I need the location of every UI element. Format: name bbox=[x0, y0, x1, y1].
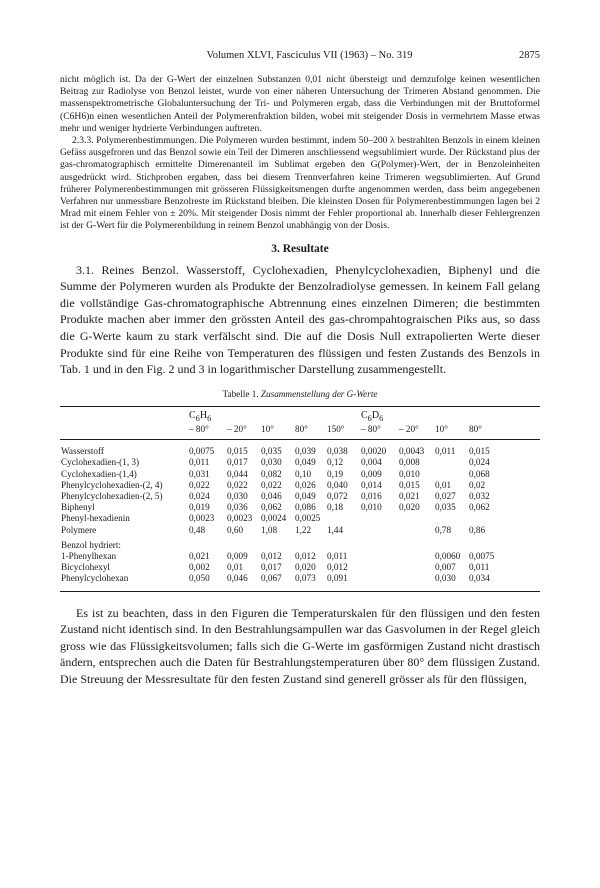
temperature-header: – 20° bbox=[398, 424, 434, 440]
row-label: Phenylcyclohexadien-(2, 5) bbox=[61, 491, 163, 502]
table-cell: 0,78 bbox=[435, 524, 452, 535]
table-cell: 0,0075 bbox=[189, 446, 215, 457]
table-cell: 0,030 bbox=[434, 573, 468, 591]
table-cell: 0,032 bbox=[469, 491, 490, 502]
table-cell: 0,073 bbox=[294, 573, 326, 591]
temperature-header: 80° bbox=[294, 424, 326, 440]
temperature-header: – 80° bbox=[360, 424, 398, 440]
table-row bbox=[60, 573, 540, 591]
table-cell: 1,44 bbox=[327, 524, 344, 535]
temperature-header: 150° bbox=[326, 424, 360, 440]
row-label: Polymere bbox=[61, 524, 97, 535]
table-cell: 1,08 bbox=[261, 524, 278, 535]
table-cell: 0,022 bbox=[189, 479, 210, 490]
section-title: 3. Resultate bbox=[271, 242, 329, 255]
table-row bbox=[60, 457, 540, 468]
row-label: Wasserstoff bbox=[61, 446, 104, 457]
table-temperature-header bbox=[60, 424, 540, 440]
table-cell bbox=[360, 513, 398, 524]
table-cell: 0,010 bbox=[399, 468, 420, 479]
table-cell bbox=[360, 562, 398, 573]
subgroup-label: Benzol hydriert: bbox=[61, 539, 121, 550]
table-cell: 0,0043 bbox=[399, 446, 425, 457]
table-cell: 0,011 bbox=[189, 457, 210, 468]
table-cell: 0,012 bbox=[327, 562, 348, 573]
table-cell: 0,036 bbox=[227, 502, 248, 513]
table-cell: 0,016 bbox=[361, 491, 382, 502]
table-cell: 0,01 bbox=[435, 479, 452, 490]
table-cell: 0,024 bbox=[469, 457, 490, 468]
table-row bbox=[60, 551, 540, 562]
paragraph-trimer: nicht möglich ist. Da der G-Wert der einzelnen Substanzen 0,01 nicht übersteigt und demzufolge keinen wesentlichen Beitrag zur Radiolyse von Benzol leistet, wurde von einer näheren Untersuchung der Trimeren Abstand genommen. Die massenspektrometrische Globaluntersuchung der Tri- und Polymeren ergab, dass die Verbindungen mit der Bruttoformel (C6H6)n einen wesentlichen Anteil der Polymerenfraktion bilden, wobei mit steigender Dosis in vermehrtem Masse etwas mehr und weniger hydrierte Verbindungen auftreten. bbox=[60, 74, 540, 134]
temperature-header: 10° bbox=[434, 424, 468, 440]
journal-page bbox=[60, 50, 540, 688]
table-cell: 1,22 bbox=[295, 524, 312, 535]
table-cell bbox=[468, 513, 540, 524]
table-cell: 0,021 bbox=[189, 551, 210, 562]
table-cell: 0,046 bbox=[226, 573, 260, 591]
table-cell: 0,072 bbox=[327, 491, 348, 502]
table-cell: 0,011 bbox=[435, 446, 456, 457]
table-cell: 0,01 bbox=[227, 562, 244, 573]
table-corner bbox=[60, 406, 188, 424]
table-cell: 0,019 bbox=[189, 502, 210, 513]
row-label: Phenylcyclohexadien-(2, 4) bbox=[61, 479, 163, 490]
table-cell: 0,022 bbox=[227, 479, 248, 490]
table-cell: 0,015 bbox=[227, 446, 248, 457]
table-cell: 0,0025 bbox=[295, 513, 321, 524]
table-cell: 0,086 bbox=[295, 502, 316, 513]
table-cell: 0,18 bbox=[327, 502, 344, 513]
table-cell bbox=[434, 457, 468, 468]
table-row bbox=[60, 480, 540, 491]
table-cell bbox=[360, 525, 398, 536]
table-cell bbox=[434, 513, 468, 524]
table-cell: 0,022 bbox=[261, 479, 282, 490]
table-cell: 0,014 bbox=[361, 479, 382, 490]
page-number: 2875 bbox=[519, 50, 540, 61]
table-cell: 0,19 bbox=[327, 468, 344, 479]
table-cell bbox=[398, 525, 434, 536]
running-head: Volumen XLVI, Fasciculus VII (1963) – No. 319 bbox=[206, 50, 413, 61]
table-cell: 0,009 bbox=[227, 551, 248, 562]
table-cell: 0,017 bbox=[227, 457, 248, 468]
table-cell bbox=[434, 469, 468, 480]
group-c6h6: $C_6H_6$ bbox=[188, 406, 360, 424]
group-c6d6: $C_6D_6$ bbox=[360, 406, 540, 424]
table-cell: 0,044 bbox=[227, 468, 248, 479]
table-cell: 0,0023 bbox=[227, 513, 253, 524]
table-cell: 0,062 bbox=[469, 502, 490, 513]
table-cell: 0,0020 bbox=[361, 446, 387, 457]
table-cell: 0,046 bbox=[261, 491, 282, 502]
table-cell: 0,02 bbox=[469, 479, 486, 490]
row-label: 1-Phenylhexan bbox=[61, 551, 117, 562]
table-cell: 0,082 bbox=[261, 468, 282, 479]
table-cell: 0,091 bbox=[326, 573, 360, 591]
table-cell: 0,011 bbox=[327, 551, 348, 562]
temperature-header: 10° bbox=[260, 424, 294, 440]
temperature-header: 80° bbox=[468, 424, 540, 440]
row-label: Biphenyl bbox=[61, 502, 95, 513]
table-caption bbox=[60, 389, 540, 399]
table-cell: 0,012 bbox=[261, 551, 282, 562]
table-caption-title: Zusammenstellung der G-Werte bbox=[260, 388, 378, 399]
table-row bbox=[60, 513, 540, 524]
table-cell: 0,012 bbox=[295, 551, 316, 562]
table-subgroup-row bbox=[60, 536, 540, 551]
table-cell: 0,011 bbox=[469, 562, 490, 573]
table-cell: 0,86 bbox=[469, 524, 486, 535]
table-cell: 0,038 bbox=[327, 446, 348, 457]
table-cell: 0,040 bbox=[327, 479, 348, 490]
row-label: Phenyl-hexadienin bbox=[61, 513, 130, 524]
page-header bbox=[60, 50, 540, 66]
table-cell: 0,010 bbox=[361, 502, 382, 513]
table-row bbox=[60, 440, 540, 458]
table-cell: 0,039 bbox=[295, 446, 316, 457]
table-cell: 0,0075 bbox=[469, 551, 495, 562]
table-row bbox=[60, 469, 540, 480]
row-label: Bicyclohexyl bbox=[61, 562, 110, 573]
table-row bbox=[60, 525, 540, 536]
table-cell bbox=[360, 551, 398, 562]
table-cell: 0,007 bbox=[435, 562, 456, 573]
table-cell: 0,002 bbox=[189, 562, 210, 573]
table-cell bbox=[398, 551, 434, 562]
table-cell bbox=[326, 513, 360, 524]
row-label: Cyclohexadien-(1,4) bbox=[61, 468, 137, 479]
table-cell: 0,0024 bbox=[261, 513, 287, 524]
table-caption-prefix: Tabelle 1. bbox=[222, 388, 259, 399]
table-cell: 0,10 bbox=[295, 468, 312, 479]
paragraph-bottom: Es ist zu beachten, dass in den Figuren die Temperaturskalen für den flüssigen und den festen Zustand nicht identisch sind. In den Bestrahlungsampullen war das Gasvolumen in der Regel gleich gross wie das Flüssigkeitsvolumen; falls sich die G-Werte im gasförmigen Zustand nicht drastisch ändern, entsprechen auch die Daten für Bestrahlungstemperaturen über 80° dem flüssigen Zustand. Die Streuung der Messresultate für den festen Zustand sind generell grösser als für den flüssigen, bbox=[60, 605, 540, 687]
table-cell: 0,024 bbox=[189, 491, 210, 502]
table-cell: 0,12 bbox=[327, 457, 344, 468]
table-cell bbox=[398, 513, 434, 524]
table-cell: 0,015 bbox=[469, 446, 490, 457]
temperature-header: – 80° bbox=[188, 424, 226, 440]
table-cell: 0,015 bbox=[399, 479, 420, 490]
table-cell: 0,030 bbox=[261, 457, 282, 468]
table-group-header bbox=[60, 406, 540, 424]
row-label: Cyclohexadien-(1, 3) bbox=[61, 457, 140, 468]
table-cell: 0,050 bbox=[188, 573, 226, 591]
table-cell: 0,021 bbox=[399, 491, 420, 502]
table-cell: 0,034 bbox=[468, 573, 540, 591]
table-cell: 0,48 bbox=[189, 524, 206, 535]
table-cell: 0,035 bbox=[435, 502, 456, 513]
table-cell: 0,030 bbox=[227, 491, 248, 502]
table-row bbox=[60, 502, 540, 513]
table-cell bbox=[398, 562, 434, 573]
table-cell: 0,026 bbox=[295, 479, 316, 490]
paragraph-results: 3.1. Reines Benzol. Wasserstoff, Cyclohexadien, Phenylcyclohexadien, Biphenyl und die Summe der Polymeren wurden als Produkte der Benzolradiolyse gemessen. In keinem Fall gelang die vollständige Gas-chromatographische Abtrennung eines einzelnen Dimeren; die bestimmten Produkte machen aber immer den grössten Anteil des gas-chrompahtograischen Piks aus, so dass die G-Werte kaum zu stark verfälscht sind. Die auf die Dosis Null extrapolierten Werte dieser Produkte sind für eine Reihe von Temperaturen des flüssigen und festen Zustands des Benzols in Tab. 1 und in den Fig. 2 und 3 in logarithmischer Darstellung zusammengestellt. bbox=[60, 262, 540, 377]
g-values-table bbox=[60, 406, 540, 592]
table-cell bbox=[360, 573, 398, 591]
table-cell: 0,009 bbox=[361, 468, 382, 479]
table-row bbox=[60, 562, 540, 573]
table-cell: 0,027 bbox=[435, 491, 456, 502]
table-cell: 0,0023 bbox=[189, 513, 215, 524]
table-cell: 0,035 bbox=[261, 446, 282, 457]
table-cell: 0,60 bbox=[227, 524, 244, 535]
table-cell: 0,062 bbox=[261, 502, 282, 513]
table-cell: 0,0060 bbox=[435, 551, 461, 562]
table-row bbox=[60, 491, 540, 502]
temperature-header: – 20° bbox=[226, 424, 260, 440]
table-cell: 0,031 bbox=[189, 468, 210, 479]
table-cell bbox=[398, 573, 434, 591]
table-cell: 0,017 bbox=[261, 562, 282, 573]
table-cell: 0,004 bbox=[361, 457, 382, 468]
paragraph-polymer-determination: 2.3.3. Polymerenbestimmungen. Die Polymeren wurden bestimmt, indem 50–200 λ bestrahlten Benzols in einem kleinen Gefäss ausgefroren und das Benzol sowie ein Teil der Dimeren anschliessend wegsublimiert wurde. Der Rückstand plus der gas-chromatographisch ermittelte Dimerenanteil im Sublimat ergeben den G(Polymer)-Wert, der in Benzoleinheiten ausgedrückt wird. Stichproben ergaben, dass bei diesem Trennverfahren keine Trimeren wegsublimierten. Auf Grund früherer Polymerenbestimmungen mit grösseren Flüssigkeitsmengen durfte angenommen werden, dass beim angegebenen Verfahren nur unmessbare Benzolreste im Rückstand bleiben. Die kleinsten Dosen für Polymerenbestimmungen lagen bei 2 Mrad mit einem Fehler von ± 20%. Mit steigender Dosis nimmt der Fehler proportional ab. Innerhalb dieser Fehlergrenzen ist der G-Wert für die Polymerenbildung in reinem Benzol unabhängig von der Dosis. bbox=[60, 135, 540, 232]
table-corner bbox=[60, 424, 188, 440]
table-cell: 0,049 bbox=[295, 457, 316, 468]
table-cell: 0,049 bbox=[295, 491, 316, 502]
table-cell: 0,067 bbox=[260, 573, 294, 591]
table-cell: 0,020 bbox=[295, 562, 316, 573]
table-cell: 0,020 bbox=[399, 502, 420, 513]
table-cell: 0,068 bbox=[469, 468, 490, 479]
row-label: Phenylcyclohexan bbox=[60, 573, 188, 591]
table-cell: 0,008 bbox=[399, 457, 420, 468]
